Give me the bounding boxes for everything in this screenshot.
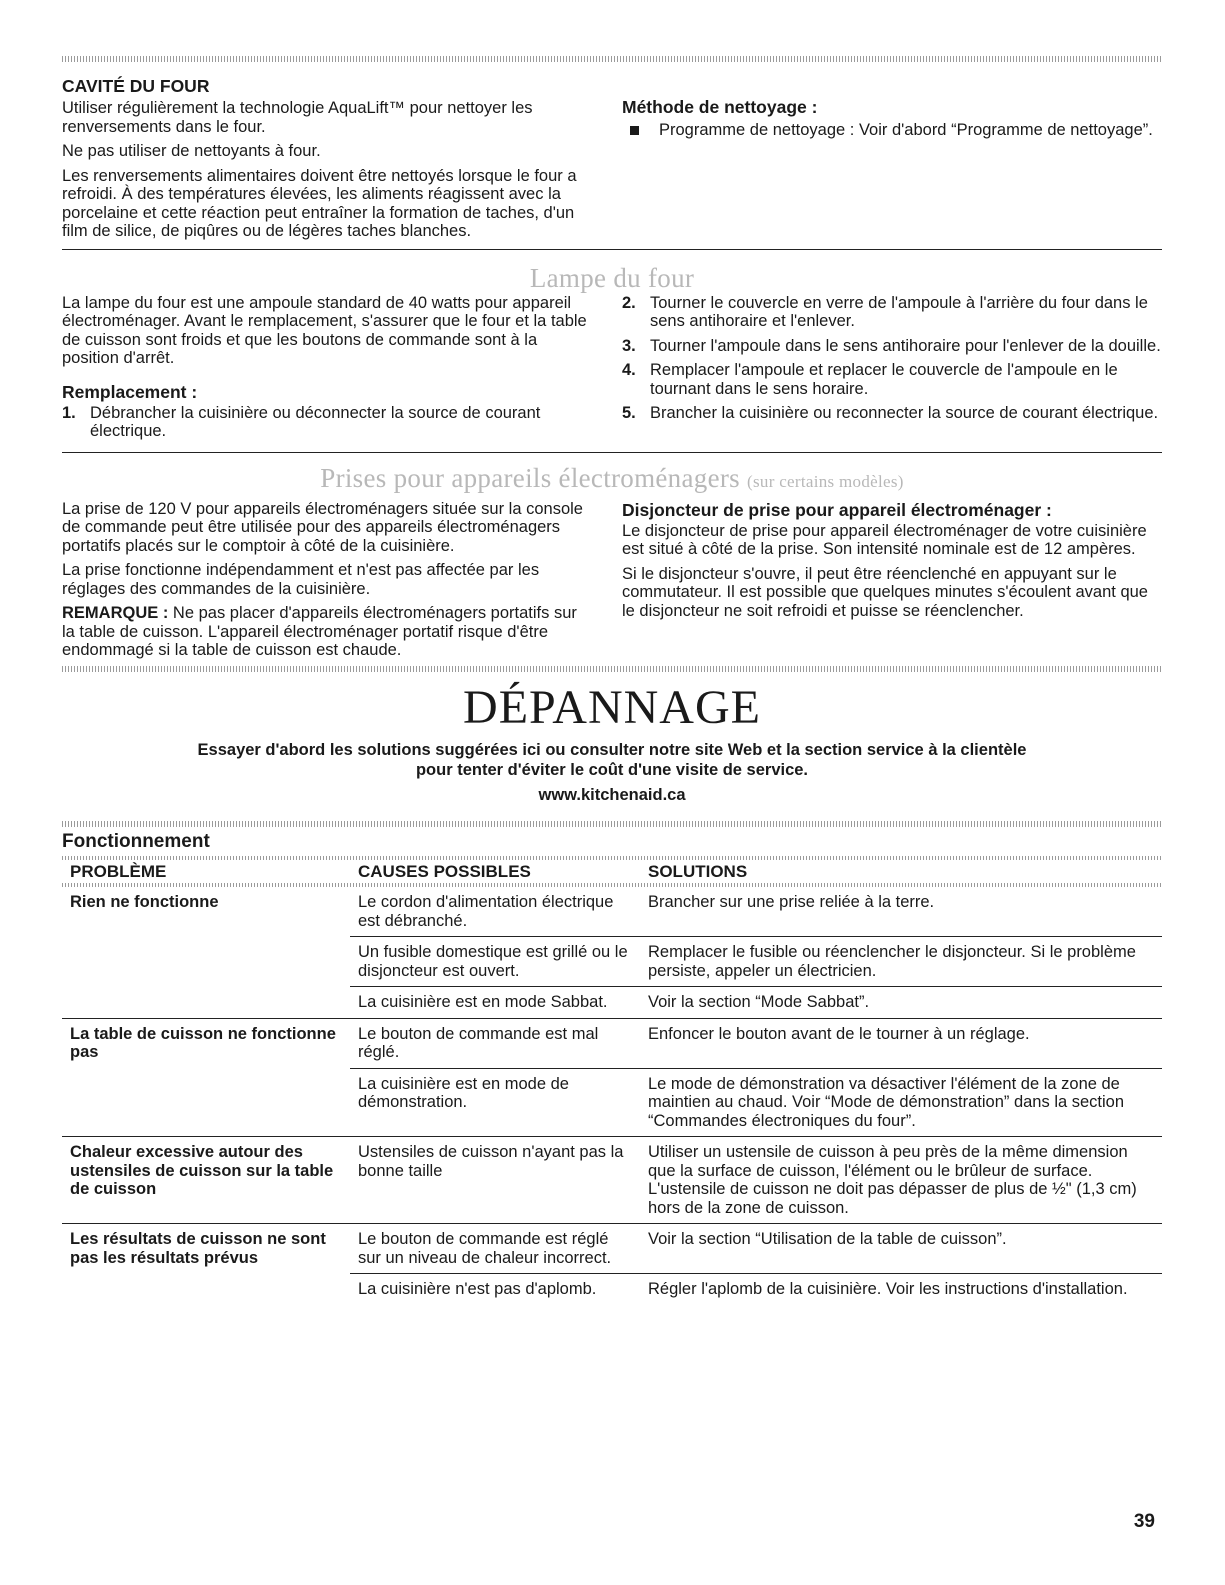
prises-title-small: (sur certains modèles) bbox=[747, 471, 904, 491]
step-number: 4. bbox=[622, 361, 636, 379]
cavite-section bbox=[62, 76, 1162, 241]
lampe-steps-left bbox=[62, 404, 587, 441]
problem-cell: La table de cuisson ne fonctionne pas bbox=[62, 1018, 350, 1068]
step-number: 2. bbox=[622, 293, 636, 312]
page-number: 39 bbox=[1133, 1511, 1155, 1532]
bullet-square-icon bbox=[630, 126, 639, 135]
divider-rule bbox=[62, 249, 1162, 250]
step-text: Remplacer l'ampoule et replacer le couvercle de l'ampoule en le tournant dans le sens horaire. bbox=[650, 361, 1118, 398]
table-row bbox=[62, 1224, 1162, 1274]
disjoncteur-p2: Si le disjoncteur s'ouvre, il peut être réenclenché en appuyant sur le commutateur. Il est possible que quelques minutes s'écoulent avant que le disjoncteur ne soit refroidi et puisse se réenclencher. bbox=[622, 564, 1148, 620]
lampe-title: Lampe du four bbox=[529, 262, 695, 293]
cause-cell: La cuisinière n'est pas d'aplomb. bbox=[350, 1274, 640, 1305]
step-number: 3. bbox=[622, 336, 636, 355]
remarque-text: Ne pas placer d'appareils électroménagers portatifs sur la table de cuisson. L'appareil électroménager portatif risque d'être endommagé si la table de cuisson est chaude. bbox=[62, 604, 577, 659]
methode-bullet bbox=[622, 121, 1162, 140]
cause-cell: Le bouton de commande est réglé sur un niveau de chaleur incorrect. bbox=[350, 1224, 640, 1274]
table-row bbox=[62, 987, 1162, 1019]
cause-cell: Ustensiles de cuisson n'ayant pas la bonne taille bbox=[350, 1137, 640, 1224]
problem-cell bbox=[62, 1068, 350, 1137]
table-header-row bbox=[62, 860, 1162, 884]
cause-cell: La cuisinière est en mode Sabbat. bbox=[350, 987, 640, 1019]
lampe-intro: La lampe du four est une ampoule standard de 40 watts pour appareil électroménager. Avant le remplacement, s'assurer que le four et la table de cuisson sont froids et que les boutons de commande sont à la position d'arrêt. bbox=[62, 293, 587, 367]
prises-p2: La prise fonctionne indépendamment et n'est pas affectée par les réglages des commandes de la cuisinière. bbox=[62, 561, 540, 598]
lampe-step bbox=[62, 404, 587, 441]
prises-title-main: Prises pour appareils électroménagers bbox=[320, 462, 740, 493]
lampe-step bbox=[622, 361, 1162, 398]
solution-cell: Voir la section “Utilisation de la table de cuisson”. bbox=[640, 1224, 1162, 1274]
prises-title bbox=[62, 462, 1162, 498]
step-text: Débrancher la cuisinière ou déconnecter la source de courant électrique. bbox=[90, 403, 541, 440]
solution-cell: Utiliser un ustensile de cuisson à peu près de la même dimension que la surface de cuisson, l'élément ou le brûleur de surface. L'ustensile de cuisson ne doit pas dépasser de plus de ½" (1,3 cm) hors de la zone de cuisson. bbox=[640, 1137, 1162, 1224]
cause-cell: Un fusible domestique est grillé ou le disjoncteur est ouvert. bbox=[350, 937, 640, 987]
solution-cell: Le mode de démonstration va désactiver l'élément de la zone de maintien au chaud. Voir “Mode de démonstration” dans la section “Commandes électroniques du four”. bbox=[640, 1068, 1162, 1137]
lampe-section bbox=[62, 294, 1162, 447]
cavite-title: CAVITÉ DU FOUR bbox=[62, 76, 210, 96]
website-link[interactable]: www.kitchenaid.ca bbox=[538, 785, 686, 804]
solution-cell: Remplacer le fusible ou réenclencher le disjoncteur. Si le problème persiste, appeler un électricien. bbox=[640, 937, 1162, 987]
problem-cell bbox=[62, 1274, 350, 1305]
depannage-title: DÉPANNAGE bbox=[463, 680, 761, 734]
lampe-step bbox=[622, 404, 1162, 423]
top-hatch-divider bbox=[62, 56, 1162, 62]
methode-title: Méthode de nettoyage : bbox=[622, 97, 818, 117]
header-probleme: PROBLÈME bbox=[70, 861, 167, 881]
prises-p1: La prise de 120 V pour appareils électroménagers située sur la console de commande peut être utilisée pour des appareils électroménagers portatifs placés sur le comptoir à côté de la cuisinière. bbox=[62, 499, 583, 555]
lampe-step bbox=[622, 294, 1162, 331]
step-number: 5. bbox=[622, 404, 636, 422]
solution-cell: Enfoncer le bouton avant de le tourner à un réglage. bbox=[640, 1018, 1162, 1068]
troubleshooting-table bbox=[62, 860, 1162, 1305]
divider-rule bbox=[62, 452, 1162, 453]
cavite-p3: Les renversements alimentaires doivent être nettoyés lorsque le four a refroidi. À des températures élevées, les aliments réagissent avec la porcelaine et cette réaction peut entraîner la formation de taches, d'un film de silice, de piqûres ou de légères taches blanches. bbox=[62, 166, 577, 240]
problem-cell bbox=[62, 987, 350, 1019]
step-text: Tourner le couvercle en verre de l'ampoule à l'arrière du four dans le sens antihoraire et l'enlever. bbox=[650, 293, 1148, 330]
problem-cell bbox=[62, 937, 350, 987]
hatch-divider bbox=[62, 821, 1162, 827]
problem-cell: Chaleur excessive autour des ustensiles de cuisson sur la table de cuisson bbox=[62, 1137, 350, 1224]
table-row bbox=[62, 1137, 1162, 1224]
page bbox=[62, 56, 1162, 1305]
solution-cell: Régler l'aplomb de la cuisinière. Voir les instructions d'installation. bbox=[640, 1274, 1162, 1305]
remarque-label: REMARQUE : bbox=[62, 604, 169, 622]
step-text: Brancher la cuisinière ou reconnecter la source de courant électrique. bbox=[650, 404, 1159, 422]
cavite-p1: Utiliser régulièrement la technologie AquaLift™ pour nettoyer les renversements dans le four. bbox=[62, 99, 533, 136]
depannage-line2: pour tenter d'éviter le coût d'une visite de service. bbox=[415, 760, 809, 779]
depannage-line1: Essayer d'abord les solutions suggérées ici ou consulter notre site Web et la section service à la clientèle bbox=[197, 740, 1027, 759]
table-row bbox=[62, 937, 1162, 987]
cause-cell: La cuisinière est en mode de démonstration. bbox=[350, 1068, 640, 1137]
prises-remarque bbox=[62, 604, 587, 660]
header-solutions: SOLUTIONS bbox=[648, 861, 748, 881]
step-text: Tourner l'ampoule dans le sens antihoraire pour l'enlever de la douille. bbox=[650, 336, 1161, 355]
lampe-steps-right bbox=[622, 294, 1162, 423]
disjoncteur-title: Disjoncteur de prise pour appareil électroménager : bbox=[622, 499, 1052, 520]
disjoncteur-p1: Le disjoncteur de prise pour appareil électroménager de votre cuisinière est situé à côté de la prise. Son intensité nominale est de 12 ampères. bbox=[622, 521, 1147, 558]
table-row bbox=[62, 1274, 1162, 1305]
table-row bbox=[62, 1068, 1162, 1137]
solution-cell: Brancher sur une prise reliée à la terre. bbox=[648, 893, 935, 911]
methode-item: Programme de nettoyage : Voir d'abord “Programme de nettoyage”. bbox=[659, 121, 1153, 139]
problem-cell: Rien ne fonctionne bbox=[70, 893, 219, 911]
header-causes: CAUSES POSSIBLES bbox=[358, 861, 531, 881]
table-row bbox=[62, 1018, 1162, 1068]
cause-cell: Le bouton de commande est mal réglé. bbox=[350, 1018, 640, 1068]
solution-cell: Voir la section “Mode Sabbat”. bbox=[640, 987, 1162, 1019]
lampe-step bbox=[622, 337, 1162, 356]
table-row bbox=[62, 887, 1162, 937]
remplacement-title: Remplacement : bbox=[62, 381, 198, 402]
cavite-p2: Ne pas utiliser de nettoyants à four. bbox=[62, 142, 321, 160]
problem-cell: Les résultats de cuisson ne sont pas les résultats prévus bbox=[62, 1224, 350, 1274]
prises-section bbox=[62, 500, 1162, 660]
fonctionnement-title: Fonctionnement bbox=[62, 830, 210, 852]
step-number: 1. bbox=[62, 403, 76, 422]
cause-cell: Le cordon d'alimentation électrique est débranché. bbox=[358, 893, 614, 930]
hatch-divider bbox=[62, 666, 1162, 672]
